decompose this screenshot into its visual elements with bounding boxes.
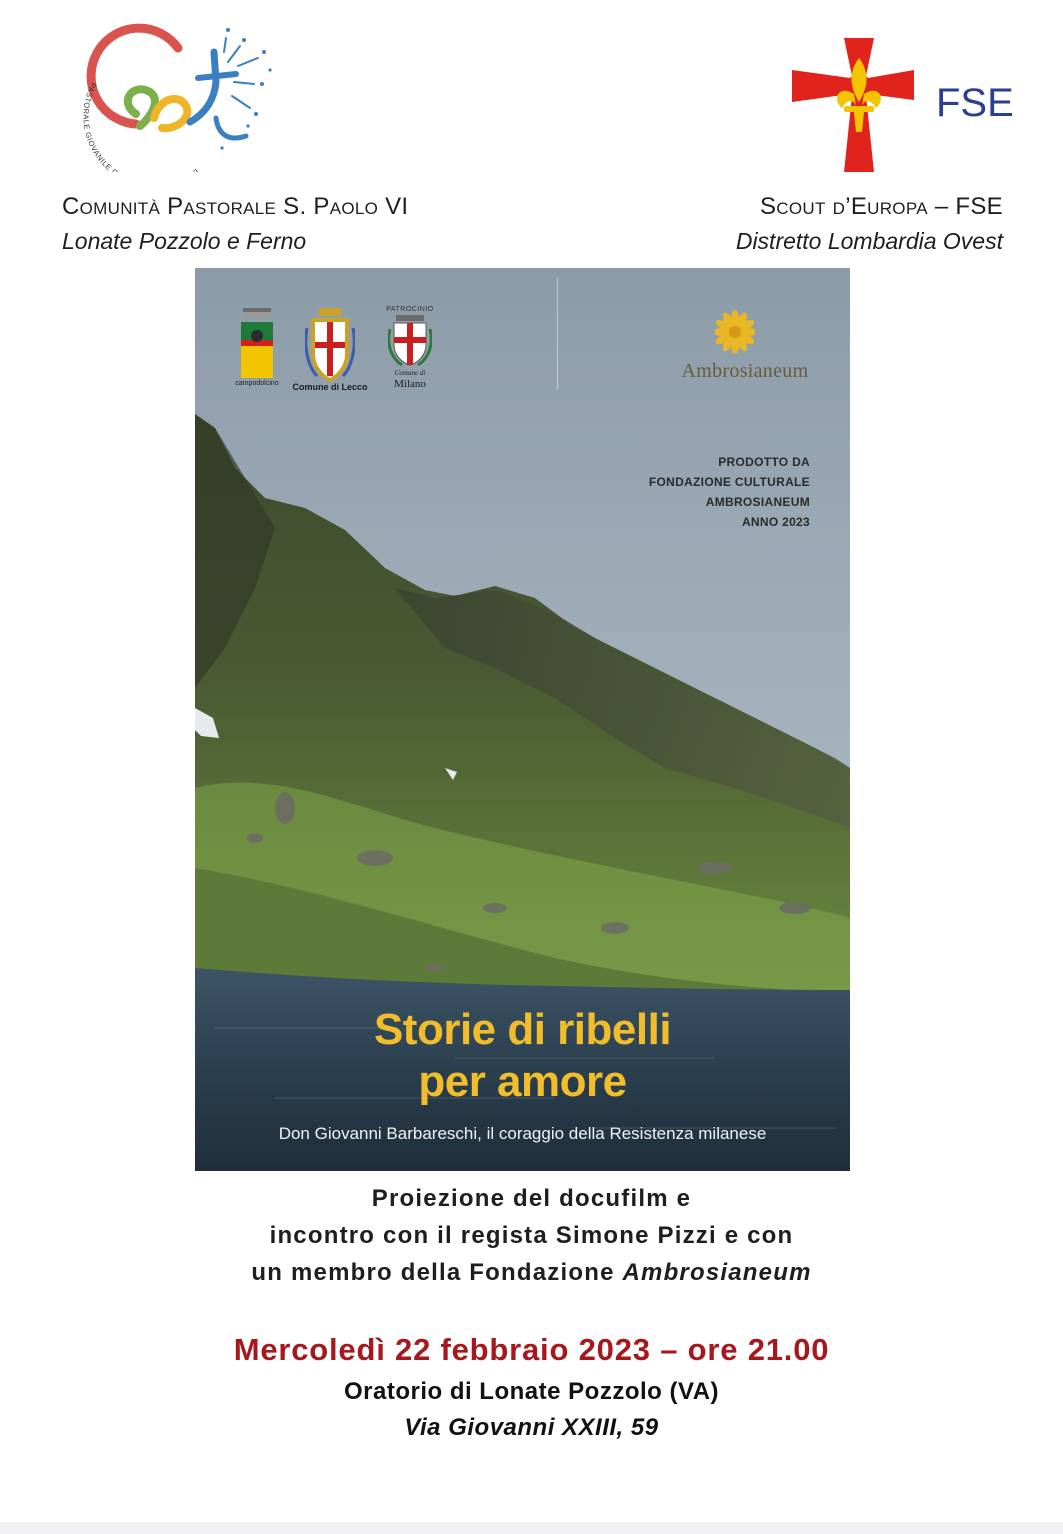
poster-title-line-1: Storie di ribelli [373,1005,672,1054]
produced-line-2: FONDAZIONE CULTURALE [648,475,810,489]
right-org-name: Scout d’Europa – FSE [759,193,1003,220]
right-org-subtitle: Distretto Lombardia Ovest [735,228,1003,254]
left-org-subtitle: Lonate Pozzolo e Ferno [62,228,307,254]
event-desc-line-2: incontro con il regista Simone Pizzi e con [269,1222,794,1249]
event-place: Oratorio di Lonate Pozzolo (VA) [343,1378,720,1405]
left-logo-text: PASTORALE GIOVANILE I [81,81,201,172]
crest-3-caption: PATROCINIO [386,306,434,313]
crest-2-label: Comune di Lecco [292,382,368,392]
event-date: Mercoledì 22 febbraio 2023 – ore 21.00 [233,1332,830,1367]
event-desc-line-3-prefix: un membro della Fondazione [251,1259,623,1286]
produced-line-4: ANNO 2023 [741,515,810,529]
produced-line-1: PRODOTTO DA [718,455,810,469]
poster-subtitle: Don Giovanni Barbareschi, il coraggio della Resistenza milanese [278,1124,767,1143]
lecco-crest [285,308,375,392]
poster-title [195,1004,850,1108]
fse-logo-text: FSE [936,81,1014,125]
sun-flower-icon [715,308,755,364]
poster-divider [557,278,558,390]
left-org-name: Comunità Pastorale S. Paolo VI [62,193,409,220]
campodolcino-crest [235,308,279,387]
event-description [0,1180,1063,1291]
fse-scout-cross-logo [788,36,1018,176]
event-desc-line-3-italic: Ambrosianeum [622,1259,812,1286]
bottom-band [0,1522,1063,1534]
event-desc-line-3 [0,1254,1063,1291]
produced-line-3: AMBROSIANEUM [705,495,810,509]
crest-1-label: campodolcino [235,380,279,387]
film-poster [195,268,850,1171]
pastorale-giovanile-logo [78,22,288,172]
crest-3-small: Comune di [394,369,426,377]
event-address: Via Giovanni XXIII, 59 [404,1414,659,1441]
produced-by [550,452,810,532]
right-organization [563,192,1003,256]
crest-3-label: Milano [394,378,426,390]
poster-title-line-2: per amore [418,1057,627,1106]
ambrosianeum-name: Ambrosianeum [681,360,809,382]
milano-crest [383,306,437,390]
event-desc-line-1: Proiezione del docufilm e [371,1185,692,1212]
left-organization [62,192,502,256]
